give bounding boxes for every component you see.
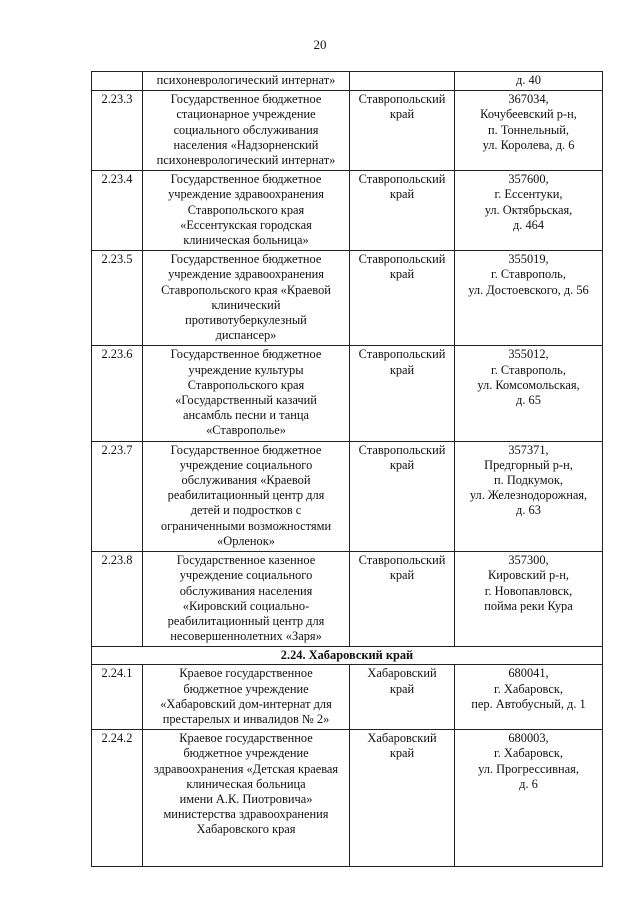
table-row xyxy=(92,72,603,91)
row-number: 2.24.2 xyxy=(92,730,143,867)
address: д. 40 xyxy=(455,72,603,91)
address: 680003, г. Хабаровск, ул. Прогрессивная, д. 6 xyxy=(455,730,603,867)
institution-name: Краевое государственное бюджетное учреждение «Хабаровский дом-интернат для престарелых и инвалидов № 2» xyxy=(143,665,350,730)
row-number: 2.23.6 xyxy=(92,346,143,441)
region: Ставропольский край xyxy=(350,251,455,346)
region: Ставропольский край xyxy=(350,91,455,171)
address: 357300, Кировский р-н, г. Новопавловск, пойма реки Кура xyxy=(455,552,603,647)
institution-name: Краевое государственное бюджетное учреждение здравоохранения «Детская краевая клиническая больница имени А.К. Пиотровича» министерства здравоохранения Хабаровского края xyxy=(143,730,350,867)
page-number: 20 xyxy=(313,37,327,52)
row-number: 2.23.4 xyxy=(92,171,143,251)
table-row xyxy=(92,171,603,251)
table-row xyxy=(92,552,603,647)
region: Ставропольский край xyxy=(350,552,455,647)
address: 357371, Предгорный р-н, п. Подкумок, ул. Железнодорожная, д. 63 xyxy=(455,441,603,551)
row-number: 2.23.7 xyxy=(92,441,143,551)
region xyxy=(350,72,455,91)
table-row xyxy=(92,346,603,441)
region: Ставропольский край xyxy=(350,441,455,551)
table-row xyxy=(92,665,603,730)
region: Хабаровский край xyxy=(350,665,455,730)
institution-name: Государственное бюджетное стационарное учреждение социального обслуживания населения «Надзорненский психоневрологический интернат» xyxy=(143,91,350,171)
region: Ставропольский край xyxy=(350,171,455,251)
institution-name: Государственное бюджетное учреждение социального обслуживания «Краевой реабилитационный центр для детей и подростков с ограниченными возможностями «Орленок» xyxy=(143,441,350,551)
table-row xyxy=(92,730,603,867)
institution-name: Государственное казенное учреждение социального обслуживания населения «Кировский социально- реабилитационный центр для несовершеннолетних «Заря» xyxy=(143,552,350,647)
row-number xyxy=(92,72,143,91)
registry-table xyxy=(91,71,603,867)
address: 355012, г. Ставрополь, ул. Комсомольская, д. 65 xyxy=(455,346,603,441)
section-heading-row xyxy=(92,647,603,665)
address: 680041, г. Хабаровск, пер. Автобусный, д. 1 xyxy=(455,665,603,730)
table-row xyxy=(92,251,603,346)
region: Хабаровский край xyxy=(350,730,455,867)
row-number: 2.23.8 xyxy=(92,552,143,647)
address: 355019, г. Ставрополь, ул. Достоевского, д. 56 xyxy=(455,251,603,346)
table-row xyxy=(92,91,603,171)
address: 367034, Кочубеевский р-н, п. Тоннельный, ул. Королева, д. 6 xyxy=(455,91,603,171)
institution-name: Государственное бюджетное учреждение здравоохранения Ставропольского края «Ессентукская городская клиническая больница» xyxy=(143,171,350,251)
row-number: 2.23.3 xyxy=(92,91,143,171)
row-number: 2.23.5 xyxy=(92,251,143,346)
row-number: 2.24.1 xyxy=(92,665,143,730)
address: 357600, г. Ессентуки, ул. Октябрьская, д. 464 xyxy=(455,171,603,251)
section-heading: 2.24. Хабаровский край xyxy=(92,647,603,665)
institution-name: Государственное бюджетное учреждение культуры Ставропольского края «Государственный казачий ансамбль песни и танца «Ставрополье» xyxy=(143,346,350,441)
region: Ставропольский край xyxy=(350,346,455,441)
institution-name: психоневрологический интернат» xyxy=(143,72,350,91)
table-row xyxy=(92,441,603,551)
institution-name: Государственное бюджетное учреждение здравоохранения Ставропольского края «Краевой клинический противотуберкулезный диспансер» xyxy=(143,251,350,346)
